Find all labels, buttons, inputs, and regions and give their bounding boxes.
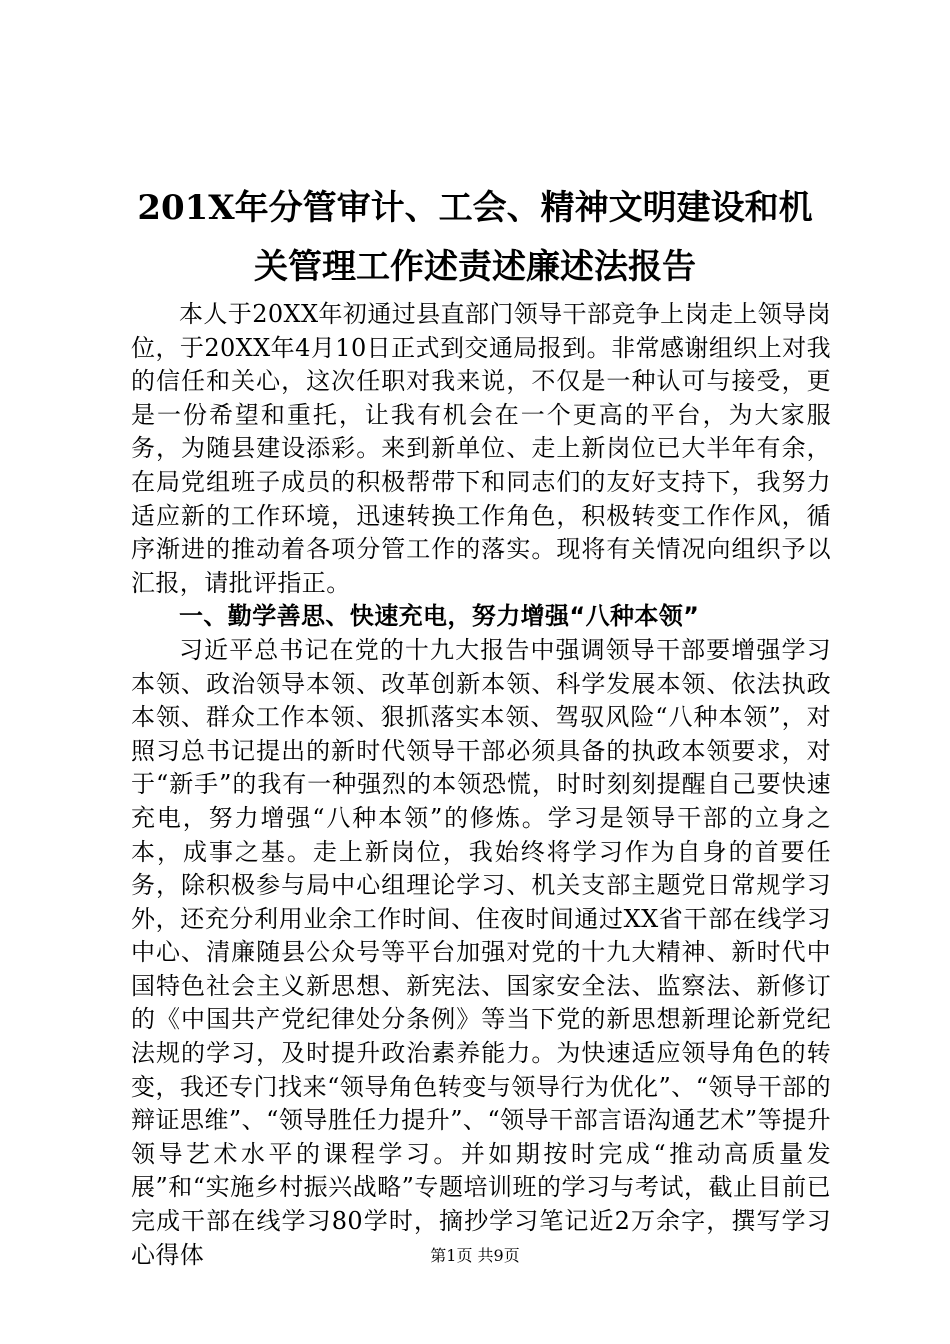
intro-paragraph: 本人于20XX年初通过县直部门领导干部竞争上岗走上领导岗位，于20XX年4月10日正式到交通局报到。非常感谢组织上对我的信任和关心，这次任职对我来说，不仅是一种认可与接受，更是一份希望和重托，让我有机会在一个更高的平台，为大家服务，为随县建设添彩。来到新单位、走上新岗位已大半年有余，在局党组班子成员的积极帮带下和同志们的友好支持下，我努力适应新的工作环境，迅速转换工作角色，积极转变工作作风，循序渐进的推动着各项分管工作的落实。现将有关情况向组织予以汇报，请批评指正。 bbox=[131, 300, 831, 597]
document-title-line-1: 201X年分管审计、工会、精神文明建设和机 bbox=[137, 188, 813, 228]
section-heading: 一、勤学善思、快速充电，努力增强“八种本领” bbox=[179, 602, 700, 631]
document-title-line-2: 关管理工作述责述廉述法报告 bbox=[254, 247, 696, 287]
page-footer: 第1页 共9页 bbox=[430, 1246, 520, 1265]
body-paragraph: 习近平总书记在党的十九大报告中强调领导干部要增强学习本领、政治领导本领、改革创新本领、科学发展本领、依法执政本领、群众工作本领、狠抓落实本领、驾驭风险“八种本领”，对照习总书记提出的新时代领导干部必须具备的执政本领要求，对于“新手”的我有一种强烈的本领恐慌，时时刻刻提醒自己要快速充电，努力增强“八种本领”的修炼。学习是领导干部的立身之本，成事之基。走上新岗位，我始终将学习作为自身的首要任务，除积极参与局中心组理论学习、机关支部主题党日常规学习外，还充分利用业余工作时间、住夜时间通过XX省干部在线学习中心、清廉随县公众号等平台加强对党的十九大精神、新时代中国特色社会主义新思想、新宪法、国家安全法、监察法、新修订的《中国共产党纪律处分条例》等当下党的新思想新理论新党纪法规的学习，及时提升政治素养能力。为快速适应领导角色的转变，我还专门找来“领导角色转变与领导行为优化”、“领导干部的辩证思维”、“领导胜任力提升”、“领导干部言语沟通艺术”等提升领导艺术水平的课程学习。并如期按时完成“推动高质量发展”和“实施乡村振兴战略”专题培训班的学习与考试，截止目前已完成干部在线学习80学时，摘抄学习笔记近2万余字，撰写学习心得体 bbox=[131, 635, 831, 1269]
document-body bbox=[131, 298, 831, 1272]
